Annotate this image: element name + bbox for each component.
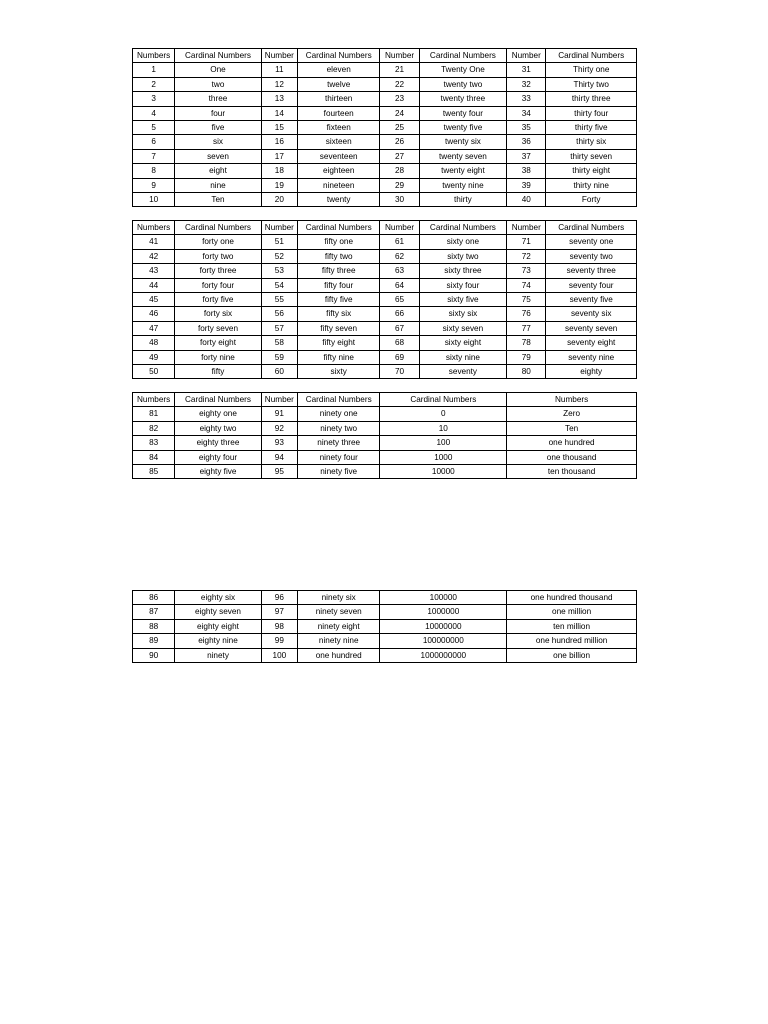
table-cell: 48 — [133, 336, 175, 350]
table-cell: 52 — [261, 249, 297, 263]
table-cell: seventy two — [546, 249, 637, 263]
table-cell: ninety one — [297, 407, 379, 421]
table-cell: 79 — [507, 350, 546, 364]
table-cell: 81 — [133, 407, 175, 421]
table-cell: 77 — [507, 321, 546, 335]
table-cell: 10000 — [380, 465, 507, 479]
table-cell: seventy seven — [546, 321, 637, 335]
table-row — [133, 149, 637, 163]
table-cell: 53 — [261, 264, 297, 278]
table-row — [133, 249, 637, 263]
table-cell: 10000000 — [380, 619, 507, 633]
table-cell: twelve — [297, 77, 379, 91]
table-cell: thirty seven — [546, 149, 637, 163]
table-cell: fifty one — [297, 235, 379, 249]
table-cell: forty one — [175, 235, 262, 249]
table-cell: forty three — [175, 264, 262, 278]
table-cell: 70 — [380, 365, 419, 379]
table-cell: 17 — [261, 149, 297, 163]
table-cell: 85 — [133, 465, 175, 479]
table-cell: sixteen — [297, 135, 379, 149]
table-cell: 34 — [507, 106, 546, 120]
numbers-table-81-95-powers — [132, 392, 637, 479]
table-cell: thirty nine — [546, 178, 637, 192]
table-header — [133, 221, 637, 235]
table-cell: seventy nine — [546, 350, 637, 364]
table-cell: ten thousand — [507, 465, 637, 479]
table-cell: 56 — [261, 307, 297, 321]
table-row — [133, 321, 637, 335]
table-cell: two — [175, 77, 262, 91]
table-cell: twenty — [297, 193, 379, 207]
header-row — [133, 49, 637, 63]
table-cell: eighteen — [297, 164, 379, 178]
table-cell: seventy three — [546, 264, 637, 278]
column-header: Number — [261, 49, 297, 63]
table-cell: fifty — [175, 365, 262, 379]
table-row — [133, 591, 637, 605]
table-cell: 12 — [261, 77, 297, 91]
table-cell: fifty eight — [297, 336, 379, 350]
table-row — [133, 178, 637, 192]
table-cell: 93 — [261, 436, 297, 450]
table-cell: 14 — [261, 106, 297, 120]
table-cell: 5 — [133, 121, 175, 135]
table-cell: six — [175, 135, 262, 149]
table-header — [133, 49, 637, 63]
table-cell: One — [175, 63, 262, 77]
table-cell: fourteen — [297, 106, 379, 120]
table-cell: 43 — [133, 264, 175, 278]
table-cell: thirty three — [546, 92, 637, 106]
table-cell: 2 — [133, 77, 175, 91]
table-cell: 54 — [261, 278, 297, 292]
table-cell: forty nine — [175, 350, 262, 364]
table-row — [133, 407, 637, 421]
column-header: Number — [261, 221, 297, 235]
table-cell: Ten — [507, 421, 637, 435]
table-cell: eighty one — [175, 407, 262, 421]
table-cell: one hundred — [507, 436, 637, 450]
table-cell: 51 — [261, 235, 297, 249]
table-cell: eighty three — [175, 436, 262, 450]
numbers-table-1-40 — [132, 48, 637, 207]
table-row — [133, 336, 637, 350]
table-cell: 69 — [380, 350, 419, 364]
table-cell: 27 — [380, 149, 419, 163]
column-header: Cardinal Numbers — [297, 393, 379, 407]
table-cell: 88 — [133, 619, 175, 633]
table-cell: Ten — [175, 193, 262, 207]
column-header: Cardinal Numbers — [297, 221, 379, 235]
table-cell: 75 — [507, 293, 546, 307]
column-header: Number — [380, 49, 419, 63]
table-cell: 39 — [507, 178, 546, 192]
table-cell: fifty six — [297, 307, 379, 321]
column-header: Numbers — [133, 221, 175, 235]
table-cell: Thirty two — [546, 77, 637, 91]
table-cell: fifty five — [297, 293, 379, 307]
table-cell: 83 — [133, 436, 175, 450]
table-body — [133, 407, 637, 479]
table-cell: 100000 — [380, 591, 507, 605]
table-row — [133, 193, 637, 207]
table-row — [133, 634, 637, 648]
header-row — [133, 393, 637, 407]
table-cell: 46 — [133, 307, 175, 321]
table-cell: 97 — [261, 605, 297, 619]
table-cell: 96 — [261, 591, 297, 605]
table-cell: 1000000000 — [380, 648, 507, 662]
column-header: Cardinal Numbers — [175, 221, 262, 235]
table-cell: sixty two — [419, 249, 507, 263]
table-cell: thirteen — [297, 92, 379, 106]
table-cell: 74 — [507, 278, 546, 292]
table-cell: sixty nine — [419, 350, 507, 364]
table-cell: thirty five — [546, 121, 637, 135]
table-cell: 9 — [133, 178, 175, 192]
table-cell: 20 — [261, 193, 297, 207]
table-cell: fifty three — [297, 264, 379, 278]
table-cell: eighty — [546, 365, 637, 379]
table-cell: 0 — [380, 407, 507, 421]
table-cell: one hundred million — [507, 634, 637, 648]
table-cell: 60 — [261, 365, 297, 379]
header-row — [133, 221, 637, 235]
column-header: Cardinal Numbers — [419, 49, 507, 63]
table-cell: seventeen — [297, 149, 379, 163]
table-cell: three — [175, 92, 262, 106]
table-cell: 62 — [380, 249, 419, 263]
table-cell: 10 — [133, 193, 175, 207]
column-header: Number — [261, 393, 297, 407]
table-row — [133, 235, 637, 249]
table-cell: seventy four — [546, 278, 637, 292]
table-cell: twenty four — [419, 106, 507, 120]
table-cell: 30 — [380, 193, 419, 207]
table-cell: 24 — [380, 106, 419, 120]
table-cell: ninety five — [297, 465, 379, 479]
table-cell: ninety three — [297, 436, 379, 450]
table-cell: forty six — [175, 307, 262, 321]
table-cell: thirty six — [546, 135, 637, 149]
table-cell: ninety nine — [297, 634, 379, 648]
table-cell: twenty seven — [419, 149, 507, 163]
table-cell: ninety eight — [297, 619, 379, 633]
table-cell: forty seven — [175, 321, 262, 335]
table-cell: twenty two — [419, 77, 507, 91]
table-cell: thirty — [419, 193, 507, 207]
table-row — [133, 605, 637, 619]
table-cell: eight — [175, 164, 262, 178]
column-header: Cardinal Numbers — [546, 221, 637, 235]
table-cell: ninety seven — [297, 605, 379, 619]
column-header: Number — [507, 221, 546, 235]
table-cell: ninety six — [297, 591, 379, 605]
table-cell: ten million — [507, 619, 637, 633]
table-cell: eleven — [297, 63, 379, 77]
table-cell: Zero — [507, 407, 637, 421]
table-cell: 84 — [133, 450, 175, 464]
table-cell: twenty nine — [419, 178, 507, 192]
table-cell: 36 — [507, 135, 546, 149]
column-header: Cardinal Numbers — [419, 221, 507, 235]
table-cell: 90 — [133, 648, 175, 662]
table-cell: 80 — [507, 365, 546, 379]
table-cell: one hundred — [297, 648, 379, 662]
table-cell: nineteen — [297, 178, 379, 192]
table-row — [133, 121, 637, 135]
table-body — [133, 63, 637, 207]
table-cell: 26 — [380, 135, 419, 149]
table-cell: 40 — [507, 193, 546, 207]
table-cell: 21 — [380, 63, 419, 77]
table-cell: fifty two — [297, 249, 379, 263]
table-row — [133, 619, 637, 633]
table-row — [133, 450, 637, 464]
table-cell: 41 — [133, 235, 175, 249]
table-cell: thirty eight — [546, 164, 637, 178]
table-cell: twenty five — [419, 121, 507, 135]
table-cell: forty four — [175, 278, 262, 292]
table-row — [133, 648, 637, 662]
table-cell: one thousand — [507, 450, 637, 464]
table-cell: 67 — [380, 321, 419, 335]
table-cell: 32 — [507, 77, 546, 91]
table-cell: 37 — [507, 149, 546, 163]
table-cell: 1000 — [380, 450, 507, 464]
column-header: Number — [507, 49, 546, 63]
column-header: Cardinal Numbers — [175, 49, 262, 63]
table-row — [133, 278, 637, 292]
table-cell: 63 — [380, 264, 419, 278]
table-cell: eighty two — [175, 421, 262, 435]
table-cell: 44 — [133, 278, 175, 292]
table-row — [133, 293, 637, 307]
table-row — [133, 350, 637, 364]
table-cell: 55 — [261, 293, 297, 307]
table-cell: fifty seven — [297, 321, 379, 335]
table-cell: 35 — [507, 121, 546, 135]
table-row — [133, 77, 637, 91]
table-cell: 1000000 — [380, 605, 507, 619]
table-cell: four — [175, 106, 262, 120]
table-cell: 99 — [261, 634, 297, 648]
table-cell: 50 — [133, 365, 175, 379]
table-cell: 89 — [133, 634, 175, 648]
table-cell: fifty four — [297, 278, 379, 292]
table-cell: 38 — [507, 164, 546, 178]
table-cell: 92 — [261, 421, 297, 435]
table-cell: twenty eight — [419, 164, 507, 178]
table-cell: thirty four — [546, 106, 637, 120]
column-header: Cardinal Numbers — [546, 49, 637, 63]
table-cell: fixteen — [297, 121, 379, 135]
table-cell: 66 — [380, 307, 419, 321]
table-cell: 68 — [380, 336, 419, 350]
table-cell: 45 — [133, 293, 175, 307]
table-cell: sixty — [297, 365, 379, 379]
table-cell: 58 — [261, 336, 297, 350]
table-row — [133, 465, 637, 479]
table-cell: twenty six — [419, 135, 507, 149]
table-row — [133, 135, 637, 149]
table-cell: 3 — [133, 92, 175, 106]
table-row — [133, 92, 637, 106]
column-header: Cardinal Numbers — [380, 393, 507, 407]
table-cell: seventy eight — [546, 336, 637, 350]
table-cell: 71 — [507, 235, 546, 249]
table-cell: 13 — [261, 92, 297, 106]
table-cell: forty eight — [175, 336, 262, 350]
table-header — [133, 393, 637, 407]
table-cell: 61 — [380, 235, 419, 249]
table-row — [133, 106, 637, 120]
table-cell: ninety — [175, 648, 262, 662]
table-cell: 42 — [133, 249, 175, 263]
table-cell: 1 — [133, 63, 175, 77]
table-cell: 23 — [380, 92, 419, 106]
numbers-table-41-80 — [132, 220, 637, 379]
table-cell: 16 — [261, 135, 297, 149]
table-cell: 100 — [261, 648, 297, 662]
table-cell: ninety two — [297, 421, 379, 435]
table-cell: five — [175, 121, 262, 135]
table-cell: 7 — [133, 149, 175, 163]
column-header: Numbers — [507, 393, 637, 407]
table-cell: seven — [175, 149, 262, 163]
table-row — [133, 264, 637, 278]
table-cell: sixty six — [419, 307, 507, 321]
table-cell: 94 — [261, 450, 297, 464]
table-cell: sixty one — [419, 235, 507, 249]
table-cell: eighty four — [175, 450, 262, 464]
table-cell: forty two — [175, 249, 262, 263]
table-cell: 100000000 — [380, 634, 507, 648]
table-cell: 28 — [380, 164, 419, 178]
table-cell: one million — [507, 605, 637, 619]
table-cell: 91 — [261, 407, 297, 421]
table-cell: 8 — [133, 164, 175, 178]
table-cell: eighty seven — [175, 605, 262, 619]
column-header: Numbers — [133, 49, 175, 63]
table-cell: sixty seven — [419, 321, 507, 335]
table-cell: Forty — [546, 193, 637, 207]
table-cell: 31 — [507, 63, 546, 77]
table-cell: 59 — [261, 350, 297, 364]
table-cell: 72 — [507, 249, 546, 263]
table-cell: 22 — [380, 77, 419, 91]
table-cell: seventy one — [546, 235, 637, 249]
table-cell: 87 — [133, 605, 175, 619]
table-cell: seventy — [419, 365, 507, 379]
table-cell: one billion — [507, 648, 637, 662]
numbers-table-86-100-large — [132, 590, 637, 663]
table-cell: eighty five — [175, 465, 262, 479]
table-row — [133, 436, 637, 450]
table-row — [133, 365, 637, 379]
table-cell: 65 — [380, 293, 419, 307]
table-cell: 47 — [133, 321, 175, 335]
table-cell: 49 — [133, 350, 175, 364]
table-body — [133, 235, 637, 379]
table-cell: one hundred thousand — [507, 591, 637, 605]
table-cell: twenty three — [419, 92, 507, 106]
table-cell: 4 — [133, 106, 175, 120]
table-cell: 78 — [507, 336, 546, 350]
column-header: Cardinal Numbers — [175, 393, 262, 407]
table-row — [133, 63, 637, 77]
table-cell: seventy five — [546, 293, 637, 307]
table-cell: sixty four — [419, 278, 507, 292]
table-cell: forty five — [175, 293, 262, 307]
table-cell: eighty eight — [175, 619, 262, 633]
table-cell: eighty six — [175, 591, 262, 605]
table-cell: sixty eight — [419, 336, 507, 350]
table-cell: 98 — [261, 619, 297, 633]
table-cell: 18 — [261, 164, 297, 178]
table-cell: seventy six — [546, 307, 637, 321]
table-body — [133, 591, 637, 663]
table-cell: 15 — [261, 121, 297, 135]
table-cell: sixty five — [419, 293, 507, 307]
table-cell: 25 — [380, 121, 419, 135]
table-cell: nine — [175, 178, 262, 192]
table-cell: 100 — [380, 436, 507, 450]
table-cell: 86 — [133, 591, 175, 605]
table-cell: 82 — [133, 421, 175, 435]
table-cell: eighty nine — [175, 634, 262, 648]
table-cell: 6 — [133, 135, 175, 149]
table-cell: 33 — [507, 92, 546, 106]
table-cell: 57 — [261, 321, 297, 335]
table-cell: Twenty One — [419, 63, 507, 77]
table-cell: 73 — [507, 264, 546, 278]
table-cell: 64 — [380, 278, 419, 292]
table-cell: ninety four — [297, 450, 379, 464]
column-header: Cardinal Numbers — [297, 49, 379, 63]
table-cell: Thirty one — [546, 63, 637, 77]
table-cell: 19 — [261, 178, 297, 192]
table-row — [133, 307, 637, 321]
table-cell: 10 — [380, 421, 507, 435]
table-row — [133, 421, 637, 435]
column-header: Number — [380, 221, 419, 235]
table-cell: sixty three — [419, 264, 507, 278]
table-cell: 76 — [507, 307, 546, 321]
table-cell: 29 — [380, 178, 419, 192]
column-header: Numbers — [133, 393, 175, 407]
table-cell: 95 — [261, 465, 297, 479]
table-row — [133, 164, 637, 178]
table-cell: fifty nine — [297, 350, 379, 364]
table-cell: 11 — [261, 63, 297, 77]
